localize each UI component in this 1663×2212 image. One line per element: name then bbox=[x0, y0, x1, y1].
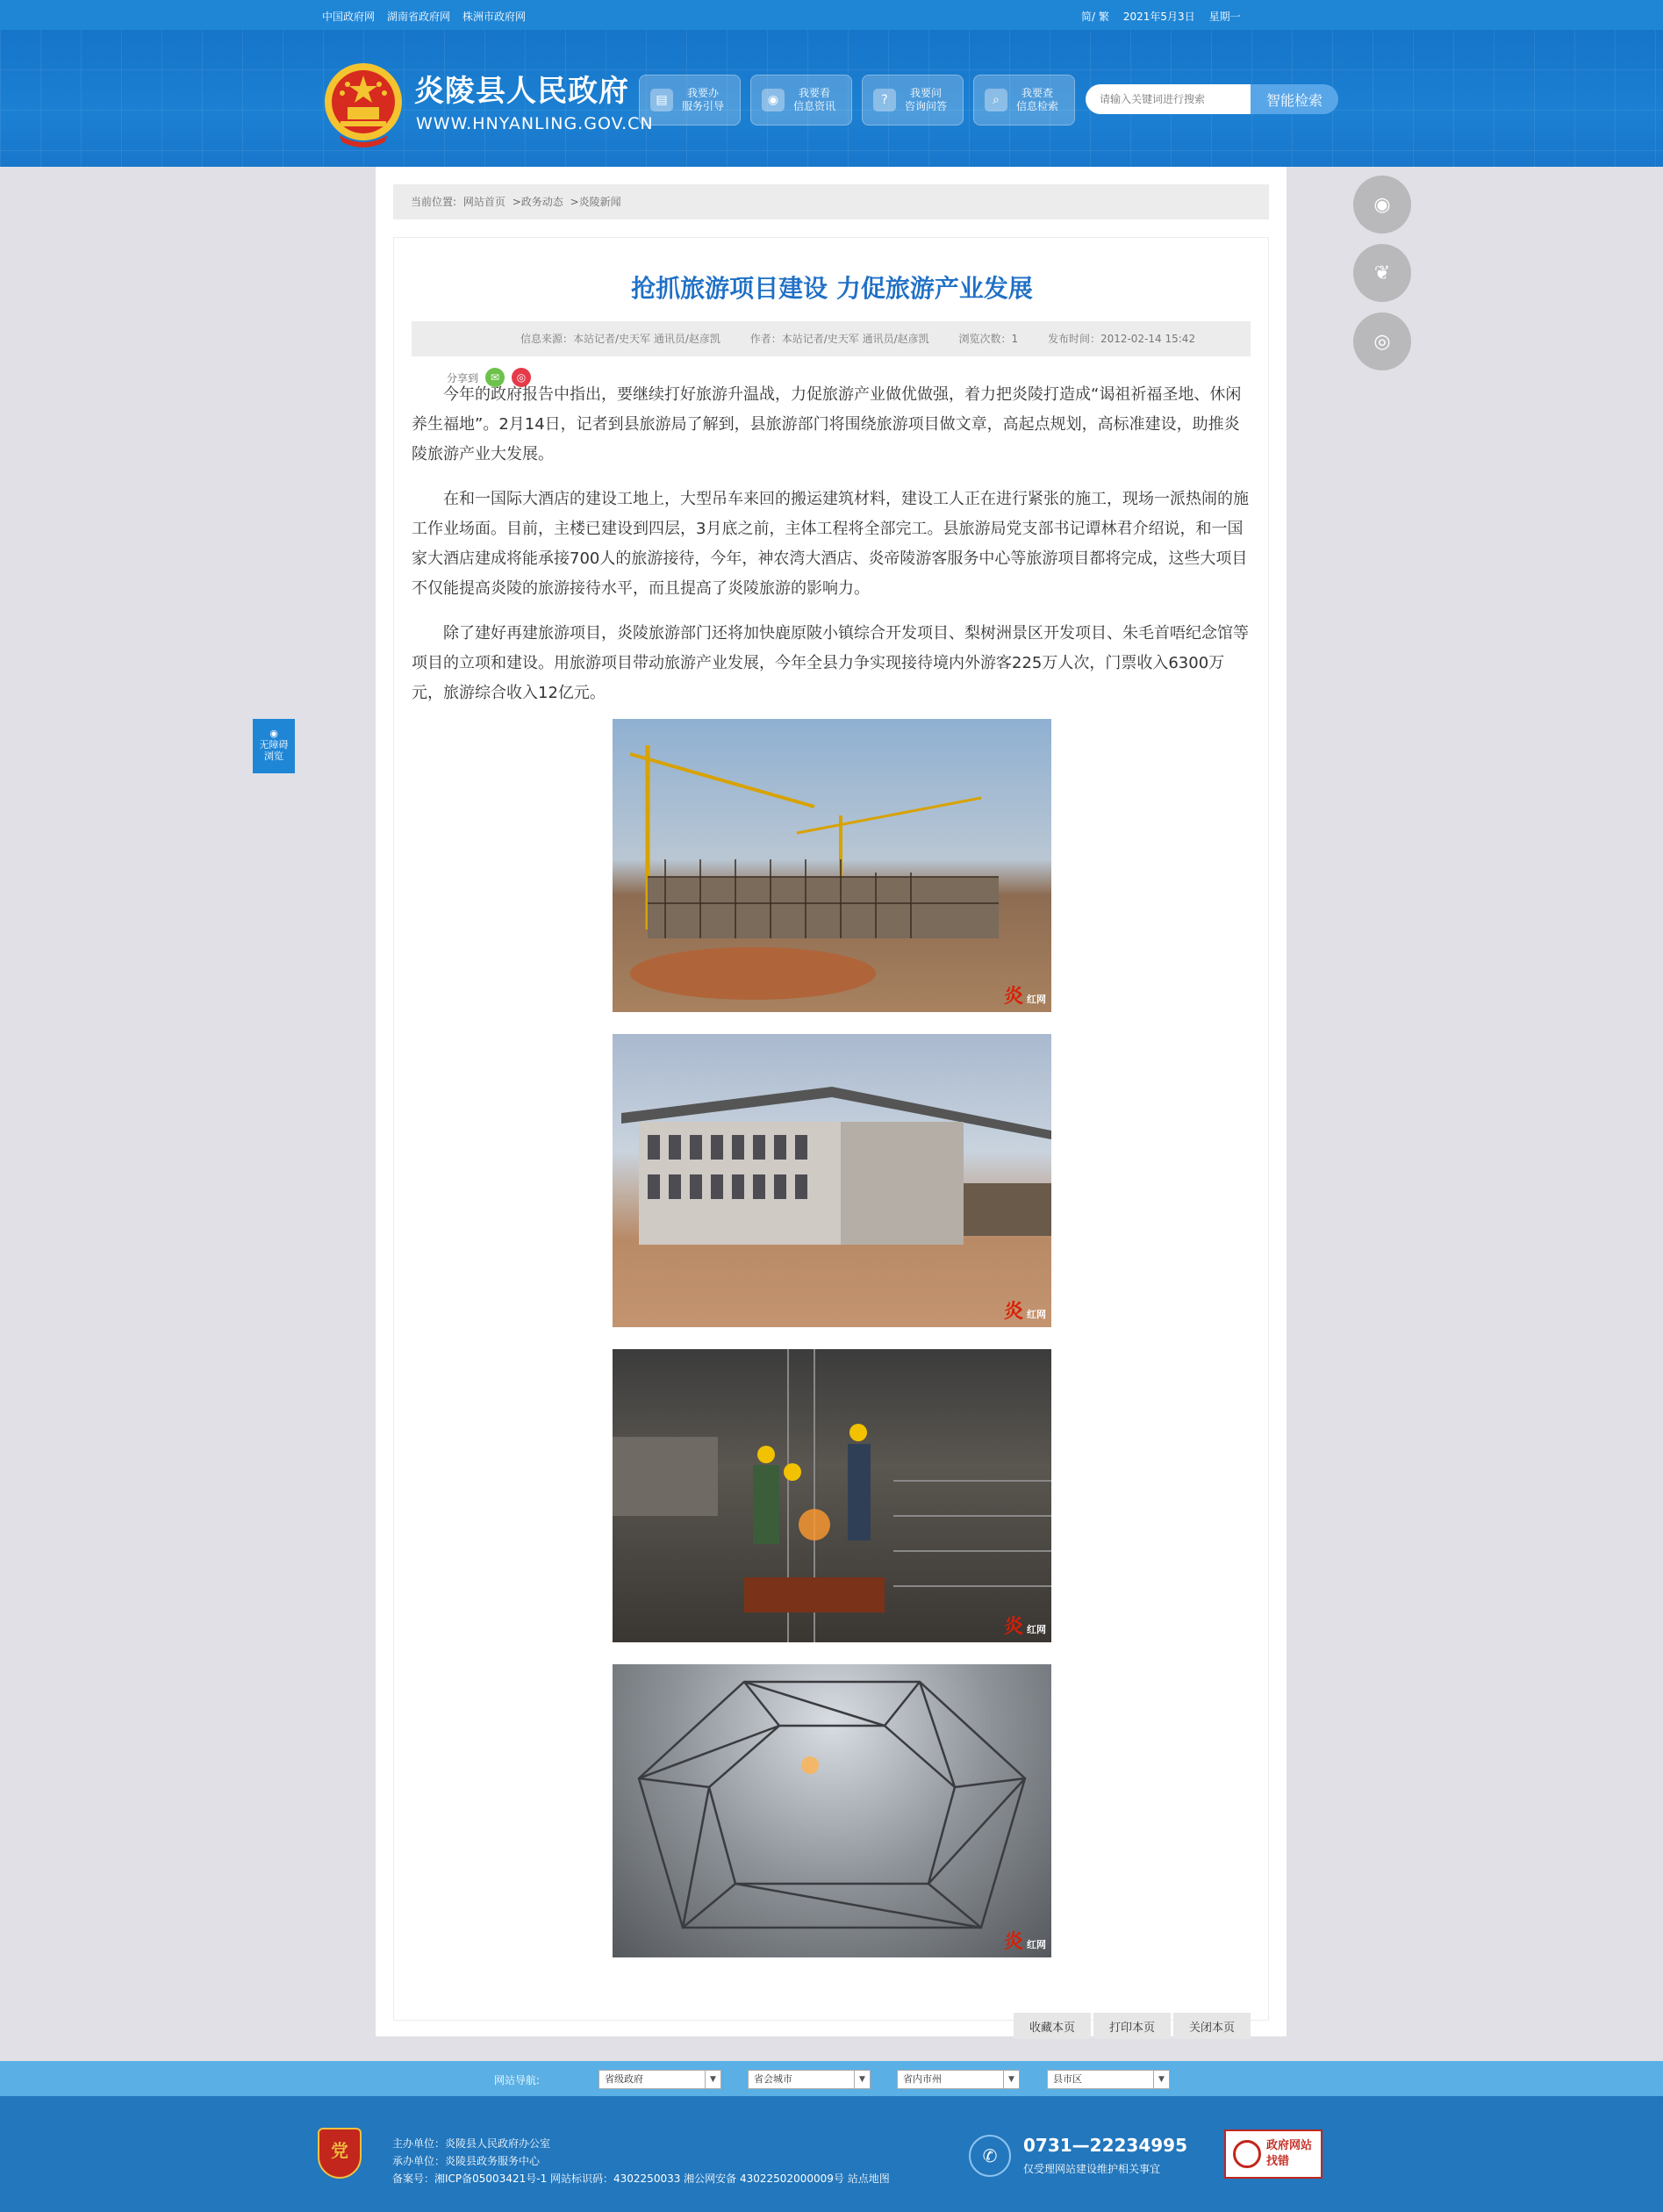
footer-operator: 承办单位：炎陵县政务服务中心 bbox=[392, 2155, 541, 2167]
service-guide-button[interactable] bbox=[639, 75, 741, 126]
photo-watermark: 炎红网 bbox=[1003, 986, 1046, 1008]
meta-views: 浏览次数：1 bbox=[958, 333, 1019, 345]
meta-time: 发布时间：2012-02-14 15:42 bbox=[1047, 333, 1196, 345]
article-title: 抢抓旅游项目建设 力促旅游产业发展 bbox=[631, 274, 1033, 303]
current-weekday: 星期一 bbox=[1208, 11, 1241, 23]
eye-icon[interactable]: ◉ bbox=[1353, 176, 1411, 233]
site-nav-label: 网站导航: bbox=[494, 2074, 541, 2086]
breadcrumb-yanling[interactable]: >炎陵新闻 bbox=[570, 196, 621, 208]
search-input[interactable] bbox=[1086, 84, 1251, 114]
bookmark-page-button[interactable]: 收藏本页 bbox=[1014, 2013, 1091, 2039]
breadcrumb-prefix: 当前位置: bbox=[411, 196, 457, 208]
wechat-icon[interactable]: ❦ bbox=[1353, 244, 1411, 302]
wechat-share-icon[interactable]: ✉ bbox=[485, 368, 505, 387]
language-toggle[interactable]: 简/ 繁 bbox=[1081, 11, 1109, 23]
link-zhuzhou-gov[interactable]: 株洲市政府网 bbox=[462, 11, 527, 23]
share-label: 分享到 bbox=[447, 371, 479, 384]
photo-steel-dome bbox=[613, 1664, 1051, 1957]
close-page-button[interactable]: 关闭本页 bbox=[1173, 2013, 1251, 2039]
phone-icon: ✆ bbox=[969, 2135, 1011, 2177]
info-news-label: 我要看 信息资讯 bbox=[793, 87, 836, 112]
footer-site-nav bbox=[0, 2061, 1663, 2096]
footer-record[interactable]: 备案号：湘ICP备05003421号-1 网站标识码：4302250033 湘公网安备 43022502000009号 站点地图 bbox=[392, 2172, 890, 2185]
smart-search-button[interactable]: 智能检索 bbox=[1251, 84, 1338, 114]
photo-watermark: 炎红网 bbox=[1003, 1616, 1046, 1638]
footer-host: 主办单位：炎陵县人民政府办公室 bbox=[392, 2137, 551, 2150]
accessibility-eye-icon: ◉ bbox=[269, 728, 278, 739]
capital-cities-select[interactable]: 省会城市 ▼ bbox=[748, 2070, 871, 2089]
accessible-browse-button[interactable] bbox=[253, 719, 295, 773]
content-panel bbox=[376, 167, 1287, 2036]
consult-qa-button[interactable] bbox=[862, 75, 964, 126]
breadcrumb bbox=[393, 184, 1269, 219]
chevron-down-icon: ▼ bbox=[705, 2071, 720, 2088]
photo-workers-welding bbox=[613, 1349, 1051, 1642]
question-icon: ? bbox=[873, 89, 896, 111]
info-news-button[interactable] bbox=[750, 75, 852, 126]
error-report-label: 政府网站 找错 bbox=[1266, 2139, 1313, 2168]
consult-qa-label: 我要问 咨询问答 bbox=[905, 87, 948, 112]
accessible-label-2: 浏览 bbox=[264, 750, 283, 762]
search-icon: ⌕ bbox=[985, 89, 1007, 111]
paragraph-1: 今年的政府报告中指出，要继续打好旅游升温战，力促旅游产业做优做强，着力把炎陵打造成“谒祖祈福圣地、休闲养生福地”。2月14日，记者到县旅游局了解到，县旅游部门将围绕旅游项目做文章，高起点规划，高标准建设，助推炎陵旅游产业大发展。 bbox=[412, 385, 1242, 463]
document-icon: ▤ bbox=[650, 89, 673, 111]
photo-watermark: 炎红网 bbox=[1003, 1931, 1046, 1953]
site-title[interactable]: 炎陵县人民政府 bbox=[414, 74, 629, 109]
weibo-icon[interactable]: ◎ bbox=[1353, 312, 1411, 370]
weibo-share-icon[interactable]: ◎ bbox=[512, 368, 531, 387]
national-emblem-icon[interactable] bbox=[321, 61, 405, 149]
building-scene-graphic bbox=[613, 1034, 1051, 1327]
current-date: 2021年5月3日 bbox=[1122, 11, 1195, 23]
party-gov-badge-icon[interactable]: 党 bbox=[318, 2128, 362, 2179]
photo-modern-building bbox=[613, 1034, 1051, 1327]
breadcrumb-news[interactable]: >政务动态 bbox=[512, 196, 563, 208]
footer-info bbox=[392, 2135, 890, 2187]
crane-scene-graphic bbox=[613, 719, 1051, 1012]
photo-watermark: 炎红网 bbox=[1003, 1301, 1046, 1323]
top-links bbox=[322, 9, 526, 24]
site-url: WWW.HNYANLING.GOV.CN bbox=[416, 114, 654, 133]
link-gov-cn[interactable]: 中国政府网 bbox=[322, 11, 376, 23]
chevron-down-icon: ▼ bbox=[1153, 2071, 1169, 2088]
article bbox=[393, 237, 1269, 2035]
eye-icon: ◉ bbox=[762, 89, 785, 111]
dome-scene-graphic bbox=[613, 1664, 1051, 1957]
counties-select[interactable]: 县市区 ▼ bbox=[1047, 2070, 1170, 2089]
info-search-label: 我要查 信息检索 bbox=[1016, 87, 1059, 112]
prefecture-cities-select[interactable]: 省内市州 ▼ bbox=[897, 2070, 1020, 2089]
magnifier-icon bbox=[1233, 2140, 1261, 2168]
gov-site-error-report-button[interactable] bbox=[1224, 2129, 1323, 2179]
paragraph-2: 在和一国际大酒店的建设工地上，大型吊车来回的搬运建筑材料，建设工人正在进行紧张的施工，现场一派热闹的施工作业场面。目前，主楼已建设到四层，3月底之前，主体工程将全部完工。县旅游局党支部书记谭林君介绍说，和一国家大酒店建成将能承接700人的旅游接待，今年，神农湾大酒店、炎帝陵游客服务中心等旅游项目都将完成，这些大项目不仅能提高炎陵的旅游接待水平，而且提高了炎陵旅游的影响力。 bbox=[412, 490, 1249, 598]
site-header bbox=[0, 30, 1663, 167]
meta-author: 作者：本站记者/史天军 通讯员/赵彦凯 bbox=[749, 333, 929, 345]
accessible-label-1: 无障碍 bbox=[259, 739, 289, 750]
footer-phone: 0731—22234995 bbox=[1023, 2135, 1187, 2156]
breadcrumb-home[interactable]: 网站首页 bbox=[462, 196, 505, 208]
footer-phone-note: 仅受理网站建设维护相关事宜 bbox=[1023, 2163, 1161, 2175]
site-footer bbox=[0, 2096, 1663, 2212]
top-right-info bbox=[1081, 9, 1241, 24]
paragraph-3: 除了建好再建旅游项目，炎陵旅游部门还将加快鹿原陂小镇综合开发项目、梨树洲景区开发项目、朱毛首唔纪念馆等项目的立项和建设。用旅游项目带动旅游产业发展，今年全县力争实现接待境内外游客225万人次，门票收入6300万元，旅游综合收入12亿元。 bbox=[412, 624, 1249, 702]
chevron-down-icon: ▼ bbox=[1003, 2071, 1019, 2088]
top-bar bbox=[0, 0, 1663, 30]
print-page-button[interactable]: 打印本页 bbox=[1093, 2013, 1171, 2039]
link-hunan-gov[interactable]: 湖南省政府网 bbox=[387, 11, 451, 23]
photo-construction-cranes bbox=[613, 719, 1051, 1012]
info-search-button[interactable] bbox=[973, 75, 1075, 126]
article-meta bbox=[412, 321, 1251, 356]
service-guide-label: 我要办 服务引导 bbox=[682, 87, 725, 112]
chevron-down-icon: ▼ bbox=[854, 2071, 870, 2088]
article-actions bbox=[1011, 2013, 1251, 2039]
meta-source: 信息来源：本站记者/史天军 通讯员/赵彦凯 bbox=[520, 333, 720, 345]
welding-scene-graphic bbox=[613, 1349, 1051, 1642]
provincial-gov-select[interactable]: 省级政府 ▼ bbox=[599, 2070, 721, 2089]
